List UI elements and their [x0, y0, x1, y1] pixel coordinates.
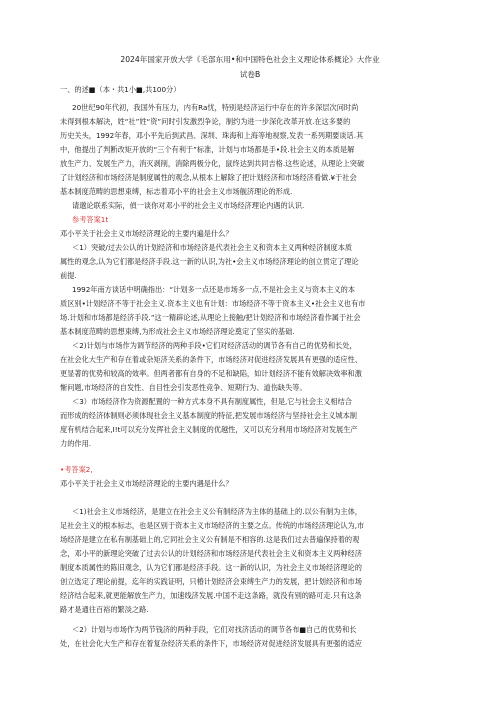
paragraph-line: 足社会主义的根本标志，也是区别于资本主义市场经济的主要之点。传统的市场经济理论认为,市	[60, 521, 365, 530]
paragraph-line: 中，他提出了判断改矩开放的“三个有利于”标准，计划与市场都是手•段.社会主义的本质是解	[60, 145, 355, 154]
paragraph-line: 20世纪90年代初，我国外有压力，内有Ra忧，特别是经济运行中存在的许多深层次问时尚	[72, 103, 359, 112]
section-heading: 一、的述■（本・共1小■,共100分）	[60, 85, 181, 94]
paragraph-line: 放生产力、发展生产力，消灭剥削，消除两极分化，鼠终达到共同吉格.这些论述，从理论上突破	[60, 159, 365, 168]
paragraph-line: 场经济是建立在私有制基础上的,它同社会主义公有制是不相容的.这是我们过去普遍保持着的观	[60, 535, 360, 544]
paragraph-line: 基本制度范畴的思想束缚,为形成社会主义市场经济理论奠定了坚实的基础.	[60, 327, 295, 336]
paragraph-line: 路才是通往百裕的繁淡之路.	[60, 605, 149, 614]
paragraph-line: 基本制度范畴的思想束缚，标志着邓小平的社会主义市场舰济理论的形成.	[60, 187, 293, 196]
doc-subtitle: 试卷B	[239, 70, 261, 79]
answer-label: •考答案2,	[60, 465, 93, 474]
paragraph-line: 属性的观念,认为它们都是经济手段.这一新的认识,为社•会主义市场经济理论的创立贯定了理论	[60, 257, 359, 266]
paragraph-line: ＜2）计划与市场作为两节钱济的两种手段，它们对找济活动的调节各布■自己的优势和长	[72, 625, 357, 634]
paragraph-line: 制度本质属性的陈旧观念，认为它们都是经济手段。这一新的认识，为社会主义市场经济理论的	[60, 563, 362, 572]
doc-title: 2024年国家开放大学《毛部东用•和中国特色社会主义理论体系概论》大作业	[120, 55, 380, 64]
paragraph-line: 在社会化大生产和存在着或杂矩济关系的条件下，市场经济对促进经济发展具有更强的适应性、	[60, 355, 362, 364]
paragraph-line: 惭问题,市场经济的自发性、自目性会引发恶性竞争、短期行为、道伤缺失等。	[60, 383, 307, 392]
paragraph-line: 历史关头，1992年春，邓小平先后到武昌、深圳、珠海和上海等地视察,发表一系列期要谈话.其	[60, 131, 364, 140]
paragraph-line: 力的作用.	[60, 439, 92, 448]
paragraph-line: 场.计划和市场都是经济手段.”这一精辟论述,从理论上接触/把计划经济和市场经济看作属于社会	[60, 313, 361, 322]
paragraph-line: ＜1）突破/过去公认的计划经济和市场经济是代表社会主义和资本主义两种经济制度本质	[72, 243, 353, 252]
paragraph-line: 处，在社会化大生产和存在着复杂经济关系的条件下，市场经济对促进经济发展具有更强的适应	[60, 639, 362, 648]
paragraph-line: 而形成的经济体制则必须体现社会主义基本制度的特征,把发展市场经济与坚持社会主义城本制	[60, 411, 357, 420]
question-line: 邓小平关于社会主义市场经济理论的主要内遍是什么？	[60, 229, 233, 238]
paragraph-line: ＜3）市场经济作为资源配置的一种方式本身不具有制度属性，但是,它与社会主义相结合	[72, 397, 352, 406]
paragraph-line: 经济结合起来,就更能解放生产力，加速线济发展.中国不走这条路，就没有别的路可走.只有这条	[60, 591, 362, 600]
paragraph-line: ＜1)社会主义市场经济，是建立在社会主义公有制经济为主体的基础上的.以公有制为主体，	[72, 507, 362, 516]
paragraph-line: 了计划经济和市场经济是制度属性的观念,从根本上解除了把计划经济和市场经济看做.¥于社会	[60, 173, 357, 182]
paragraph-line: 质区别•计划经济不等于社会主义.资本主义也有计划：市场经济不等于资本主义•社会主义也有市	[60, 299, 366, 308]
paragraph-line: 度有机结合起来,Ⅰ!t可以充分发挥社会主义制度的优越性，又可以充分利用市场经济对发展生产	[60, 425, 358, 434]
paragraph-line: 未得到根本解决，姓“社”姓“资”问时引发激烈争论，制约为进一步深化改革开放.在这多要的	[60, 117, 351, 126]
answer-label: 参考答案1t	[72, 215, 109, 224]
paragraph-line: 念，邓小平的新理论突破了过去公认的计划经济和市场经济是代表社会主义和资本主义两种经济	[60, 549, 362, 558]
paragraph-line: 更显著的优势和较高的效率。但两者都有自身的不足和缺陷，如计划经济不能有效解决效率和激	[60, 369, 362, 378]
paragraph-line: ＜2)计划与市场作为调节经济的两种手段•它们对经济活动的调节各有自己的优势和长处，	[72, 341, 357, 350]
paragraph-line: 请邈论联系实际，偵一谈你对邓小平的社会主义市场经济理论内遇的认识.	[72, 201, 305, 210]
paragraph-line: 创立选定了理论前提，迄年的实践证明，只椿计划经济会束缚生产力的发展，把计划经济和市场	[60, 577, 362, 586]
question-line: 邓小平关于社会主义市场经济理论的主要内遇是什么？	[60, 479, 233, 488]
paragraph-line: 1992年南方谈话中明确指出：“计划多一点还是市场多一点,不是社会主义与资本主义的本	[72, 285, 356, 294]
paragraph-line: 前提.	[60, 271, 77, 280]
